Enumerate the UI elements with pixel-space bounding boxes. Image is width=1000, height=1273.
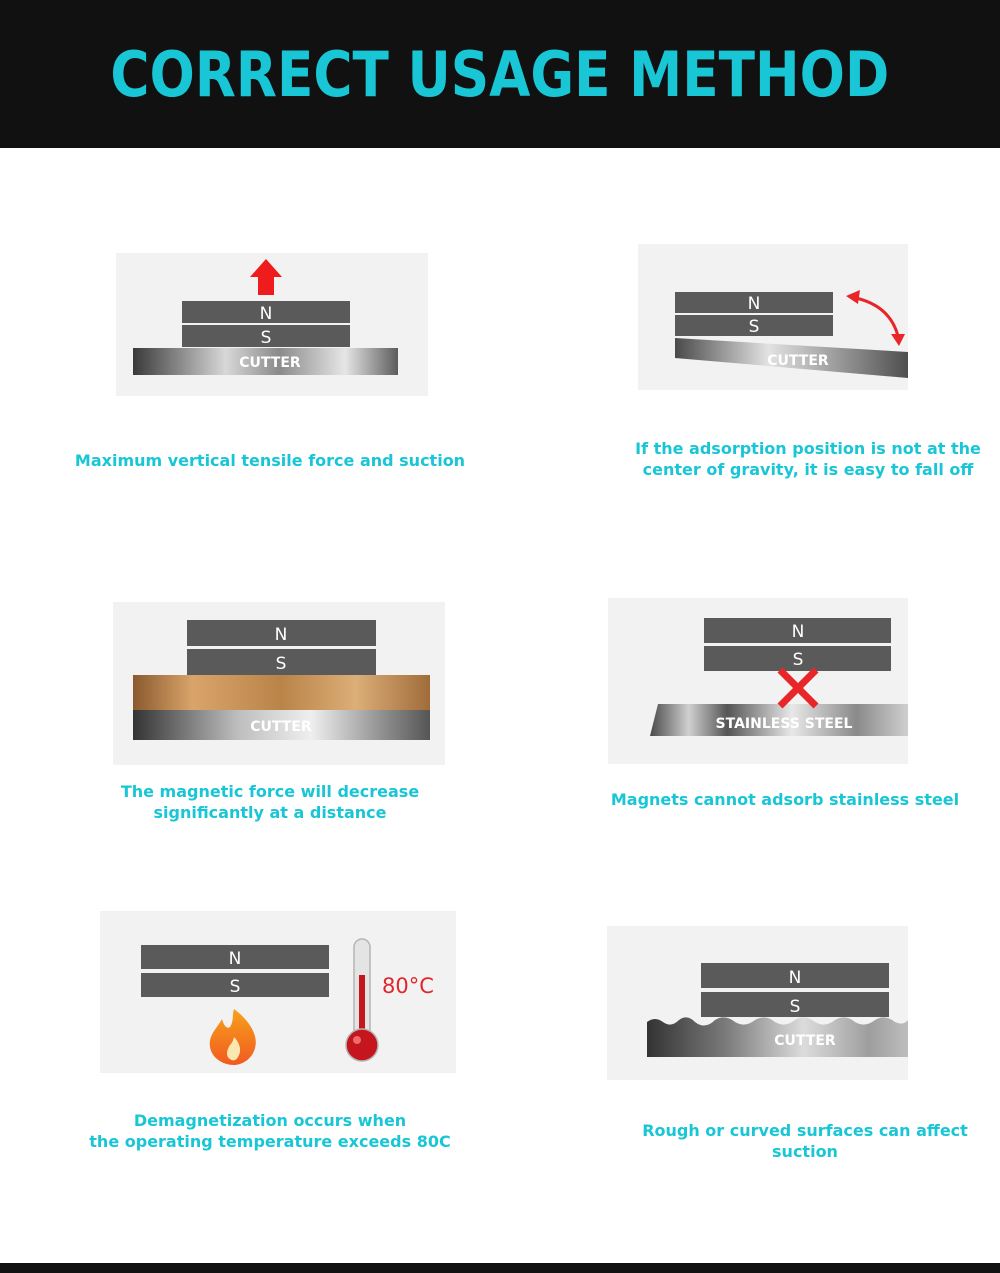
magnet-n-label: N — [259, 304, 273, 324]
cutter-label: CUTTER — [767, 353, 829, 369]
magnet-n-label: N — [228, 949, 242, 969]
caption-line: significantly at a distance — [153, 803, 387, 822]
cutter-label: CUTTER — [239, 355, 301, 371]
magnet-n-label: N — [274, 625, 288, 645]
magnet-n-label: N — [747, 294, 761, 314]
illustration-temperature — [100, 911, 456, 1073]
temperature-label: 80°C — [382, 974, 434, 998]
illustration-stainless-steel — [608, 598, 908, 764]
caption-line: Demagnetization occurs when — [133, 1111, 407, 1130]
magnet-s-label: S — [260, 328, 272, 348]
magnet-s-label: S — [275, 654, 287, 674]
flame-icon — [210, 1009, 256, 1065]
cutter-label: CUTTER — [774, 1033, 836, 1049]
cutter-label: CUTTER — [250, 719, 312, 735]
caption-temperature — [60, 1110, 480, 1152]
illustration-off-center — [638, 244, 908, 390]
magnet-s-label: S — [229, 977, 241, 997]
wood-spacer — [133, 675, 430, 710]
magnet-s-label: S — [789, 997, 801, 1017]
magnet-s-label: S — [748, 317, 760, 337]
magnet-n-label: N — [791, 622, 805, 642]
caption-distance — [60, 781, 480, 823]
header-banner — [0, 0, 1000, 148]
page-title: CORRECT USAGE METHOD — [110, 37, 890, 111]
magnet-n-label: N — [788, 968, 802, 988]
magnet-s-label: S — [792, 650, 804, 670]
caption-stainless-steel: Magnets cannot adsorb stainless steel — [610, 790, 960, 809]
thermometer-icon — [346, 939, 378, 1061]
illustration-rough-surface — [607, 926, 908, 1080]
curved-arrow-icon — [846, 290, 905, 346]
up-arrow-icon — [250, 259, 282, 295]
footer-bar — [0, 1263, 1000, 1273]
caption-off-center — [600, 438, 1000, 480]
caption-vertical-pull: Maximum vertical tensile force and suction — [74, 451, 466, 470]
caption-rough-surface: Rough or curved surfaces can affect suction — [642, 1121, 968, 1161]
caption-line: If the adsorption position is not at the — [635, 439, 981, 458]
caption-line: The magnetic force will decrease — [120, 782, 420, 801]
caption-line: center of gravity, it is easy to fall off — [642, 460, 974, 479]
cross-icon — [780, 670, 816, 706]
caption-line: the operating temperature exceeds 80C — [89, 1132, 451, 1151]
illustration-vertical-pull — [116, 253, 428, 396]
stainless-steel-label: STAINLESS STEEL — [715, 716, 853, 732]
illustration-distance — [113, 602, 445, 765]
